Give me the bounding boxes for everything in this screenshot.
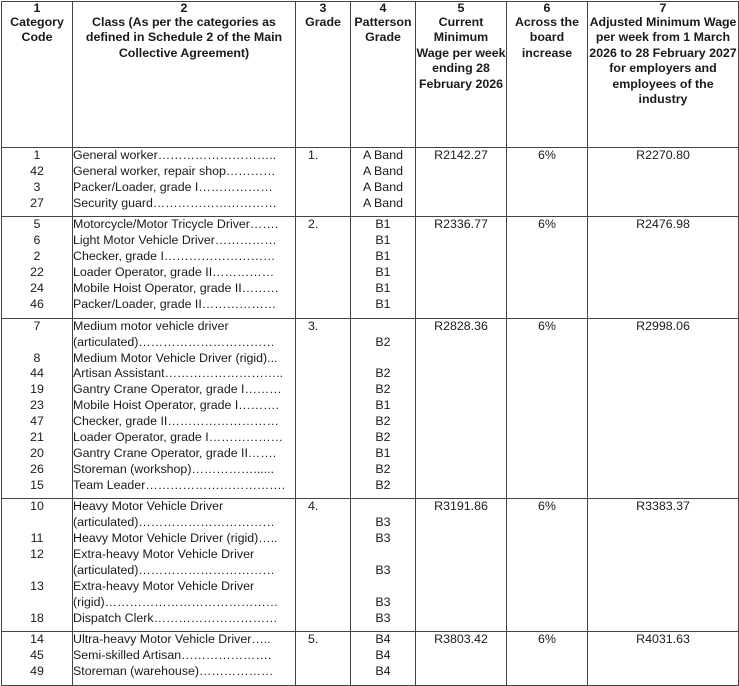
patterson-grade: B1 [375,233,391,248]
category-code: 11 [30,531,44,546]
current-wage-cell: R3803.42 [416,632,507,686]
class-name: (articulated)…………………………… [73,515,275,530]
category-code: 19 [30,382,44,397]
header-class: 2 Class (As per the categories as defined in Schedule 2 of the Main Collective Agreement) [73,2,296,148]
category-code: 5 [33,217,41,232]
category-code: 10 [30,499,44,514]
grade-group-row [2,499,739,632]
grade-cell [296,318,351,499]
patterson-grade: A Band [363,163,403,178]
increase-cell: 6% [507,499,588,632]
class-name: Ultra-heavy Motor Vehicle Driver….. [73,632,271,647]
patterson-grade: A Band [363,195,403,210]
grade-cell [296,632,351,686]
spacer-line [2,515,72,531]
category-code: 13 [30,578,44,593]
spacer-line [375,547,390,563]
class-cell [73,632,296,686]
patterson-grade: B3 [375,610,391,625]
category-code: 23 [30,398,44,413]
category-code: 15 [30,477,44,492]
patterson-grade-cell [351,499,416,632]
patterson-grade: B2 [375,477,391,492]
header-increase: 6 Across the board increase [507,2,588,148]
category-code: 12 [30,547,44,562]
spacer-line [375,499,390,515]
increase-cell: 6% [507,318,588,499]
patterson-grade: B2 [375,366,391,381]
increase-cell: 6% [507,632,588,686]
class-name: General worker……………………….. [73,148,277,162]
adjusted-wage-cell: R2998.06 [588,318,739,499]
grade-cell [296,217,351,318]
grade-value: 5. [308,632,319,647]
patterson-grade-list [375,319,390,494]
patterson-grade: B3 [375,531,391,546]
grade-cell [296,499,351,632]
grade-group-row [2,217,739,318]
header-adjusted-wage: 7 Adjusted Minimum Wage per week from 1 March 2026 to 28 February 2027 for employers and employees of the industry [588,2,739,148]
class-name: Semi-skilled Artisan…………………. [73,648,272,663]
patterson-grade: B2 [375,382,391,397]
grade-value: 2. [308,217,319,232]
class-name: Motorcycle/Motor Tricycle Driver……. [73,217,279,232]
patterson-grade [375,351,390,367]
class-name: Medium Motor Vehicle Driver (rigid)... [73,350,278,365]
patterson-grade: B3 [375,562,391,577]
category-code: 27 [30,195,44,210]
spacer-line [2,595,72,611]
patterson-grade-cell [351,148,416,217]
spacer-line [375,319,390,335]
class-name: Packer/Loader, grade I……………… [73,179,273,194]
category-code: 14 [30,632,44,647]
class-name: Extra-heavy Motor Vehicle Driver [73,547,255,562]
patterson-grade-list [375,632,390,680]
grade-value: 1. [308,148,319,162]
category-code: 24 [30,281,44,296]
class-name: Storeman (warehouse)……………… [73,664,274,679]
increase-cell: 6% [507,217,588,318]
patterson-grade: B2 [375,414,391,429]
category-code: 26 [30,461,44,476]
header-patterson-grade: 4 Patterson Grade [351,2,416,148]
patterson-grade: A Band [363,179,403,194]
category-code: 21 [30,429,44,444]
category-code-cell [2,632,73,686]
wage-table [1,1,739,686]
patterson-grade: A Band [363,148,403,162]
class-cell [73,499,296,632]
class-cell [73,148,296,217]
current-wage-cell: R2142.27 [416,148,507,217]
patterson-grade: B1 [375,281,391,296]
patterson-grade: B1 [375,398,391,413]
patterson-grade: B2 [375,461,391,476]
class-name: Heavy Motor Vehicle Driver (rigid)….. [73,531,278,546]
category-code: 44 [30,366,44,381]
class-name: Packer/Loader, grade II……………… [73,296,277,311]
grade-value: 3. [308,318,319,333]
header-grade: 3 Grade [296,2,351,148]
grade-group-row [2,318,739,499]
category-code: 22 [30,265,44,280]
class-name: Medium motor vehicle driver [73,318,229,333]
adjusted-wage-cell: R2476.98 [588,217,739,318]
patterson-grade: B1 [375,249,391,264]
adjusted-wage-cell: R3383.37 [588,499,739,632]
patterson-grade: B1 [375,217,391,232]
class-name: Security guard………………………… [73,195,277,210]
patterson-grade-cell [351,217,416,318]
patterson-grade: B1 [375,296,391,311]
patterson-grade: B1 [375,445,391,460]
table-body [2,148,739,686]
patterson-grade: B4 [375,664,391,679]
patterson-grade: B4 [375,648,391,663]
category-code: 42 [30,163,44,178]
patterson-grade: B3 [375,515,391,530]
class-name: Gantry Crane Operator, grade II……. [73,445,277,460]
class-name: Light Motor Vehicle Driver…………… [73,233,277,248]
adjusted-wage-cell: R2270.80 [588,148,739,217]
grade-group-row [2,632,739,686]
patterson-grade: B2 [375,429,391,444]
category-code: 3 [33,179,41,194]
class-cell [73,217,296,318]
class-name: Storeman (workshop)……………...... [73,461,275,476]
grade-cell [296,148,351,217]
category-code: 45 [30,648,44,663]
class-name: Loader Operator, grade II…………… [73,265,275,280]
category-code-cell [2,499,73,632]
patterson-grade-cell [351,318,416,499]
current-wage-cell: R2336.77 [416,217,507,318]
patterson-grade: B4 [375,632,391,647]
category-code: 18 [30,610,44,625]
patterson-grade-list [375,499,390,626]
adjusted-wage-cell: R4031.63 [588,632,739,686]
class-name: (articulated)…………………………… [73,334,275,349]
patterson-grade: B2 [375,334,391,349]
category-code-cell [2,318,73,499]
spacer-line [2,563,72,579]
category-code: 8 [33,350,41,365]
category-code-cell [2,217,73,318]
class-name: Heavy Motor Vehicle Driver [73,499,224,514]
patterson-grade-list [363,148,403,212]
spacer-line [375,579,390,595]
header-category-code: 1 Category Code [2,2,73,148]
patterson-grade: B3 [375,594,391,609]
patterson-grade-cell [351,632,416,686]
category-code: 20 [30,445,44,460]
current-wage-cell: R2828.36 [416,318,507,499]
class-name: Mobile Hoist Operator, grade I………. [73,398,279,413]
current-wage-cell: R3191.86 [416,499,507,632]
class-name: Team Leader……………………………. [73,477,286,492]
category-code: 6 [33,233,41,248]
class-name: Dispatch Clerk………………………… [73,610,278,625]
category-code: 7 [33,318,41,333]
category-code: 46 [30,296,44,311]
header-row [2,2,739,148]
class-name: Checker, grade II……………………… [73,414,279,429]
increase-cell: 6% [507,148,588,217]
grade-value: 4. [308,499,319,514]
class-name: (rigid)…………………………………… [73,594,279,609]
header-current-wage: 5 Current Minimum Wage per week ending 28 February 2026 [416,2,507,148]
category-code-cell [2,148,73,217]
spacer-line [2,335,72,351]
class-name: Loader Operator, grade I……………… [73,429,284,444]
class-name: Gantry Crane Operator, grade I……… [73,382,282,397]
class-name: General worker, repair shop………… [73,163,276,178]
patterson-grade-list [375,217,390,312]
class-cell [73,318,296,499]
category-code: 47 [30,414,44,429]
grade-group-row [2,148,739,217]
patterson-grade: B1 [375,265,391,280]
category-code: 49 [30,664,44,679]
class-name: Extra-heavy Motor Vehicle Driver [73,578,255,593]
class-name: Checker, grade I……………………… [73,249,276,264]
category-code: 1 [33,148,41,162]
class-name: Mobile Hoist Operator, grade II……… [73,281,279,296]
class-name: (articulated)…………………………… [73,562,275,577]
category-code: 2 [33,249,41,264]
class-name: Artisan Assistant……………………….. [73,366,283,381]
